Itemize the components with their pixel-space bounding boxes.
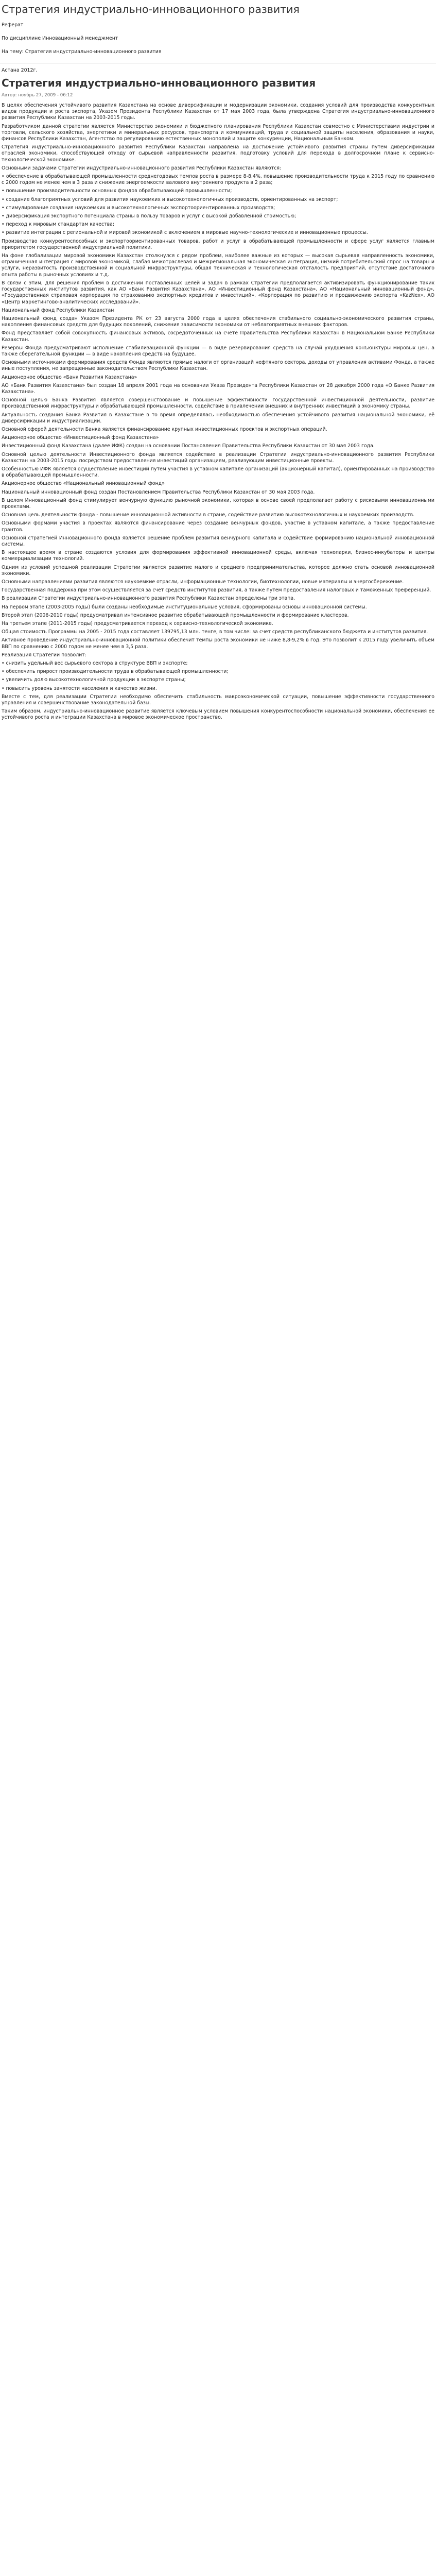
article-paragraph: АО «Банк Развития Казахстана» был создан 18 апреля 2001 года на основании Указа Президента Республики Казахстан от 28 декабря 2000 года «О Банке Развития Казахстана». — [2, 382, 434, 395]
page — [0, 0, 436, 721]
article-paragraph: Национальный фонд Республики Казахстан — [2, 307, 114, 313]
article-title: Стратегия индустриально-инновационного развития — [2, 76, 316, 89]
article-paragraph: • обеспечить прирост производительности труда в обрабатывающей промышленности; — [2, 669, 229, 675]
article-paragraph: Общая стоимость Программы на 2005 - 2015 года составляет 139795,13 млн. тенге, в том числе: за счет средств республиканского бюджета и институтов развития. — [2, 629, 428, 635]
city-year: Астана 2012г. — [2, 67, 38, 73]
article-paragraph: • развитие интеграции с региональной и мировой экономикой с включением в мировые научно-технологические и инновационные процессы. — [2, 230, 368, 236]
article-paragraph: Вместе с тем, для реализации Стратегии необходимо обеспечить стабильность макроэкономической ситуации, повышение эффективности государственного управления и совершенствование законодательной базы. — [2, 693, 434, 706]
article-paragraph: • повысить уровень занятости населения и качество жизни. — [2, 685, 157, 691]
article — [0, 67, 436, 721]
article-paragraph: Акционерное общество «Национальный инновационный фонд» — [2, 481, 165, 487]
article-paragraph: • повышение производительности основных фондов обрабатывающей промышленности; — [2, 188, 232, 194]
article-paragraph: На фоне глобализации мировой экономики Казахстан столкнулся с рядом проблем, наиболее важные из которых — высокая сырьевая направленность экономики, ограниченная интеграция с мировой экономикой, слабая межотраслевая и межрегиональная экономическая интеграция, низкий потребительский спрос на товары и услуги, неразвитость производственной и социальной инфраструктуры, общая техническая и технологическая отсталость предприятий, отсутствие достаточного опыта работы в рыночных условиях и т.д. — [2, 253, 434, 278]
article-paragraph: Второй этап (2006-2010 годы) предусматривал интенсивное развитие обрабатывающей промышленности и формирование кластеров. — [2, 612, 349, 618]
article-paragraph: Производство конкурентоспособных и экспортоориентированных товаров, работ и услуг в обрабатывающей промышленности и сфере услуг является главным приоритетом государственной индустриальной политики. — [2, 238, 434, 250]
abstract-label: Реферат — [2, 22, 24, 28]
article-paragraph: • стимулирование создания наукоемких и высокотехнологичных экспортоориентированных производств; — [2, 205, 275, 211]
article-paragraph: Стратегия индустриально-инновационного развития Республики Казахстан направлена на достижение устойчивого развития страны путем диверсификации отраслей экономики, способствующей отходу от сырьевой направленности развития, подготовку условий для перехода в долгосрочном плане к сервисно-технологической экономике. — [2, 144, 434, 163]
article-paragraph: Национальный инновационный фонд создан Постановлением Правительства Республики Казахстан от 30 мая 2003 года. — [2, 489, 315, 495]
topic-line: На тему: Стратегия индустриально-инновационного развития — [2, 49, 162, 55]
article-paragraph: В целом Инновационный фонд стимулирует венчурную функцию рыночной экономики, которая в основе своей предполагает работу с рисковыми инновационными проектами. — [2, 497, 434, 510]
article-paragraph: • увеличить долю высокотехнологичной продукции в экспорте страны; — [2, 677, 186, 683]
article-paragraph: В связи с этим, для решения проблем в достижении поставленных целей и задач в рамках Стратегии предполагается активизировать функционирование таких государственных институтов развития, как АО «Банк Развития Казахстана», АО «Инвестиционный фонд Казахстана», АО «Национальный инновационный фонд», «Государственная страховая корпорация по страхованию экспортных кредитов и инвестиций», «Корпорация по развитию и продвижению экспорта «KazNex», АО «Центр маркетингово-аналитических исследований». — [2, 280, 434, 305]
article-paragraph: На первом этапе (2003-2005 годы) были созданы необходимые институциональные условия, сформированы основы инновационной системы. — [2, 604, 367, 610]
article-paragraph: В целях обеспечения устойчивого развития Казахстана на основе диверсификации и модернизации экономики, создания условий для производства конкурентных видов продукции и роста экспорта, Указом Президента Республики Казахстан от 17 мая 2003 года, была утверждена Стратегия индустриально-инновационного развития Республики Казахстан на 2003-2015 годы. — [2, 103, 434, 121]
intro-block — [0, 22, 436, 56]
article-paragraph: Основными формами участия в проектах являются финансирование через создание венчурных фондов, участие в уставном капитале, а также предоставление грантов. — [2, 520, 434, 533]
article-paragraph: Национальный фонд создан Указом Президента РК от 23 августа 2000 года в целях обеспечения стабильного социально-экономического развития страны, накопления финансовых средств для будущих поколений, снижения зависимости экономики от неблагоприятных внешних факторов. — [2, 315, 434, 328]
article-paragraph: Основными направлениями развития являются наукоемкие отрасли, информационные технологии, биотехнологии, новые материалы и энергосбережение. — [2, 579, 404, 585]
article-paragraph: Акционерное общество «Инвестиционный фонд Казахстана» — [2, 435, 159, 441]
article-paragraph: Одним из условий успешной реализации Стратегии является развитие малого и среднего предпринимательства, которое должно стать основой инновационной экономики. — [2, 564, 434, 577]
article-paragraph: Инвестиционный фонд Казахстана (далее ИФК) создан на основании Постановления Правительства Республики Казахстан от 30 мая 2003 года. — [2, 443, 375, 449]
article-paragraph: • обеспечение в обрабатывающей промышленности среднегодовых темпов роста в размере 8-8,4%, повышение производительности труда к 2015 году по сравнению с 2000 годом не менее чем в 3 раза и снижение энергоемкости валового внутреннего продукта в 2 раза; — [2, 174, 434, 186]
article-body — [2, 103, 434, 721]
article-paragraph: • диверсификация экспортного потенциала страны в пользу товаров и услуг с высокой добавленной стоимостью; — [2, 213, 297, 219]
article-paragraph: • переход к мировым стандартам качества; — [2, 222, 115, 228]
article-paragraph: Активное проведение индустриально-инновационной политики обеспечит темпы роста экономики не ниже 8,8-9,2% в год. Это позволит к 2015 году увеличить объем ВВП по сравнению с 2000 годом не менее чем в 3,5 раза. — [2, 637, 434, 650]
article-paragraph: Особенностью ИФК является осуществление инвестиций путем участия в уставном капитале организаций (акционерный капитал), ориентированных на производство в обрабатывающей промышленности. — [2, 466, 434, 479]
article-paragraph: Основными источниками формирования средств Фонда являются прямые налоги от организаций нефтяного сектора, доходы от управления активами Фонда, а также иные поступления, не запрещенные законодательством Республики Казахстан. — [2, 360, 434, 372]
discipline-line: По дисциплине Инновационный менеджмент — [2, 36, 118, 42]
article-paragraph: На третьем этапе (2011-2015 годы) предусматривается переход к сервисно-технологической экономике. — [2, 621, 273, 627]
article-paragraph: Основной стратегией Инновационного фонда является решение проблем развития венчурного капитала и содействие формированию национальной инновационной системы. — [2, 535, 434, 547]
article-paragraph: В реализации Стратегии индустриально-инновационного развития Республики Казахстан определены три этапа. — [2, 596, 295, 602]
article-paragraph: Акционерное общество «Банк Развития Казахстана» — [2, 374, 137, 380]
article-paragraph: Актуальность создания Банка Развития в Казахстане в то время определялась необходимостью обеспечения устойчивого развития национальной экономики, её диверсификации и индустриализации. — [2, 412, 434, 424]
article-byline: Автор: ноябрь 27, 2009 - 06:12 — [2, 92, 73, 98]
article-paragraph: В настоящее время в стране создаются условия для формирования эффективной инновационной среды, включая технопарки, бизнес-инкубаторы и центры коммерциализации технологий. — [2, 550, 434, 562]
article-paragraph: Основными задачами Стратегии индустриально-инновационного развития Республики Казахстан являются: — [2, 165, 282, 171]
article-paragraph: Реализация Стратегии позволит: — [2, 652, 86, 658]
article-paragraph: Разработчиком данной стратегии является Министерство экономики и бюджетного планирования Республики Казахстан совместно с Министерствами индустрии и торговли, сельского хозяйства, энергетики и минеральных ресурсов, транспорта и коммуникаций, труда и социальной защиты населения, образования и науки, финансов Республики Казахстан, Агентство по регулированию естественных монополий и защите конкуренции, Национальным Банком. — [2, 123, 434, 142]
article-paragraph: Государственная поддержка при этом осуществляется за счет средств институтов развития, а также путем предоставления налоговых и таможенных преференций. — [2, 587, 431, 594]
article-paragraph: Таким образом, индустриально-инновационное развитие является ключевым условием повышения конкурентоспособности национальной экономики, обеспечения ее устойчивого роста и интеграции Казахстана в мировое экономическое пространство. — [2, 708, 434, 721]
article-paragraph: • снизить удельный вес сырьевого сектора в структуре ВВП и экспорте; — [2, 660, 188, 667]
article-paragraph: Фонд представляет собой совокупность финансовых активов, сосредоточенных на счете Правительства Республики Казахстан в Национальном Банке Республики Казахстан. — [2, 330, 434, 343]
page-title: Стратегия индустриально-инновационного развития — [2, 3, 300, 15]
article-paragraph: Основная цель деятельности фонда - повышение инновационной активности в стране, содействие развитию высокотехнологичных и наукоемких производств. — [2, 512, 415, 518]
article-paragraph: Основной сферой деятельности Банка является финансирование крупных инвестиционных проектов и экспортных операций. — [2, 426, 327, 432]
article-paragraph: Основной целью деятельности Инвестиционного фонда является содействие в реализации Стратегии индустриально-инновационного развития Республики Казахстан на 2003-2015 годы посредством предоставления инвестиций организациям, реализующим инвестиционные проекты. — [2, 451, 434, 464]
article-paragraph: Резервы Фонда предусматривают исполнение стабилизационной функции — в виде резервирования средств на случай ухудшения конъюнктуры мировых цен, а также сберегательной функции — в виде накопления средств на будущее. — [2, 345, 434, 357]
article-paragraph: • создание благоприятных условий для развития наукоемких и высокотехнологичных производств, ориентированных на экспорт; — [2, 196, 338, 202]
article-paragraph: Основной целью Банка Развития является совершенствование и повышение эффективности государственной инвестиционной деятельности, развитие производственной инфраструктуры и обрабатывающей промышленности, содействие в привлечении внешних и внутренних инвестиций в экономику страны. — [2, 397, 434, 410]
